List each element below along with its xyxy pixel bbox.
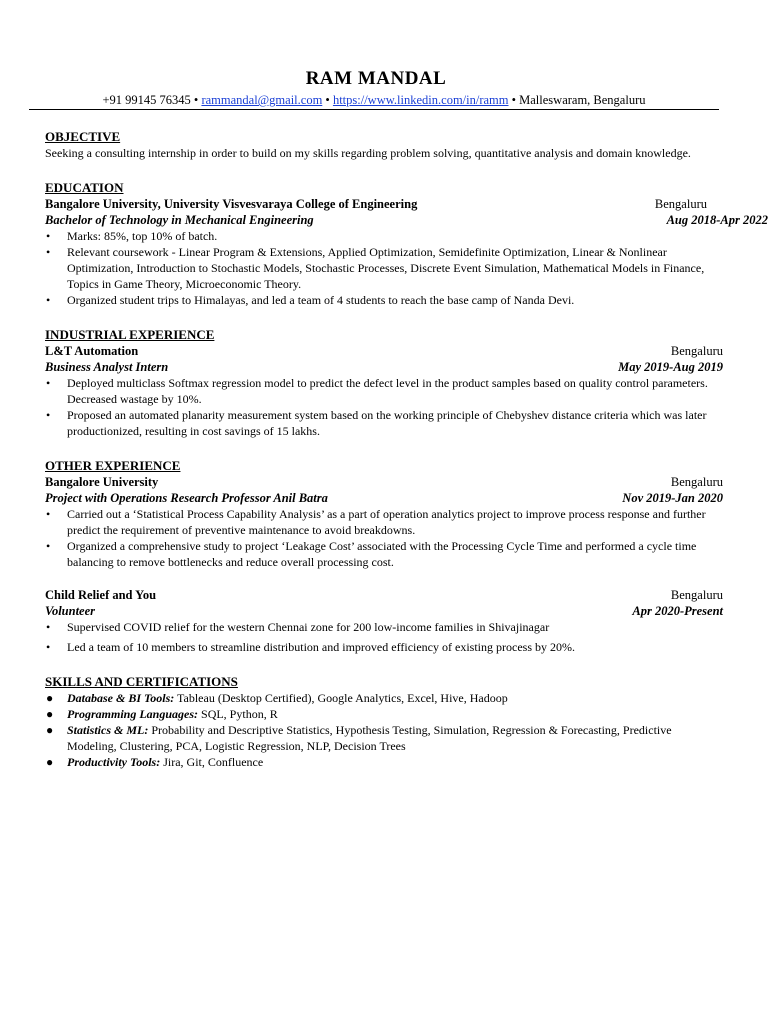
industrial-org: L&T Automation — [45, 344, 139, 358]
location: Malleswaram, Bengaluru — [519, 93, 646, 107]
list-item: • Proposed an automated planarity measurement system based on the working principle of Chebyshev distance criteria which was later productionized, resulting in cost savings of 15 lakhs. — [46, 408, 707, 438]
linkedin-link[interactable]: https://www.linkedin.com/in/ramm — [332, 93, 509, 107]
list-item: ● Database & BI Tools: Tableau (Desktop Certified), Google Analytics, Excel, Hive, Hadoop — [46, 691, 508, 705]
objective-text: Seeking a consulting internship in order to build on my skills regarding problem solving, quantitative analysis and domain knowledge. — [45, 146, 691, 160]
phone-number: +91 99145 76345 — [102, 93, 191, 107]
list-item: • Supervised COVID relief for the western Chennai zone for 200 low-income families in Shivajinagar — [46, 620, 550, 634]
other-bullets — [45, 506, 723, 570]
skills-section — [45, 674, 723, 770]
education-section — [45, 180, 768, 308]
other-org: Bangalore University — [45, 475, 159, 489]
education-org: Bangalore University, University Visvesvaraya College of Engineering — [45, 197, 418, 211]
education-dates: Aug 2018-Apr 2022 — [666, 213, 768, 227]
list-item: • Marks: 85%, top 10% of batch. — [46, 229, 218, 243]
education-bullets — [45, 228, 723, 308]
section-title: EDUCATION — [45, 180, 124, 195]
list-item: • Carried out a ‘Statistical Process Capability Analysis’ as a part of operation analytics project to improve process response and further predict the requirement of preventive maintenance to avoid breakdowns. — [46, 507, 706, 537]
list-item: • Relevant coursework - Linear Program & Extensions, Applied Optimization, Semidefinite Optimization, Linear & Nonlinear Optimization, Introduction to Stochastic Models, Stochastic Processes, Discrete Event Simulation, Mathematical Models in Finance, Topics in Game Theory, Microeconomic Theory. — [46, 245, 705, 291]
other-role: Project with Operations Research Professor Anil Batra — [45, 491, 328, 505]
skills-bullets — [45, 690, 723, 770]
other-location: Bengaluru — [670, 588, 723, 602]
other-dates: Nov 2019-Jan 2020 — [622, 491, 723, 505]
other-org: Child Relief and You — [45, 588, 157, 602]
other-dates: Apr 2020-Present — [632, 604, 723, 618]
section-title: OBJECTIVE — [45, 129, 121, 144]
industrial-role: Business Analyst Intern — [45, 360, 169, 374]
objective-section — [45, 129, 723, 161]
list-item: ● Programming Languages: SQL, Python, R — [46, 707, 278, 721]
other-location: Bengaluru — [670, 475, 723, 489]
industrial-location: Bengaluru — [670, 344, 723, 358]
section-title: INDUSTRIAL EXPERIENCE — [45, 327, 215, 342]
industrial-section — [45, 327, 723, 439]
list-item: • Led a team of 10 members to streamline distribution and improved efficiency of existing process by 20%. — [46, 640, 575, 654]
list-item: ● Statistics & ML: Probability and Descriptive Statistics, Hypothesis Testing, Simulation, Regression & Forecasting, Predictive Modeling, Clustering, PCA, Logistic Regression, NLP, Decision Trees — [46, 723, 672, 753]
section-title: OTHER EXPERIENCE — [45, 458, 181, 473]
industrial-dates: May 2019-Aug 2019 — [618, 360, 723, 374]
education-location: Bengaluru — [654, 197, 707, 211]
contact-line — [29, 92, 719, 110]
separator: • — [511, 93, 517, 107]
other-section — [45, 458, 723, 655]
resume-page — [45, 68, 768, 770]
separator: • — [325, 93, 330, 107]
list-item: • Organized student trips to Himalayas, and led a team of 4 students to reach the base camp of Nanda Devi. — [46, 293, 575, 307]
list-item: • Deployed multiclass Softmax regression model to predict the defect level in the product samples based on quality control parameters. Decreased wastage by 10%. — [46, 376, 708, 406]
separator: • — [193, 93, 199, 107]
email-link[interactable]: rammandal@gmail.com — [201, 93, 323, 107]
other-role: Volunteer — [45, 604, 96, 618]
industrial-bullets — [45, 375, 723, 439]
section-title: SKILLS AND CERTIFICATIONS — [45, 674, 238, 689]
list-item: ● Productivity Tools: Jira, Git, Confluence — [46, 755, 264, 769]
education-degree: Bachelor of Technology in Mechanical Engineering — [45, 213, 314, 227]
other-bullets — [45, 619, 723, 655]
volunteer-entry — [45, 587, 723, 655]
list-item: • Organized a comprehensive study to project ‘Leakage Cost’ associated with the Processing Cycle Time and performed a cycle time balancing to remove bottlenecks and reduce overall processing cost. — [46, 539, 697, 569]
candidate-name: RAM MANDAL — [305, 68, 447, 89]
